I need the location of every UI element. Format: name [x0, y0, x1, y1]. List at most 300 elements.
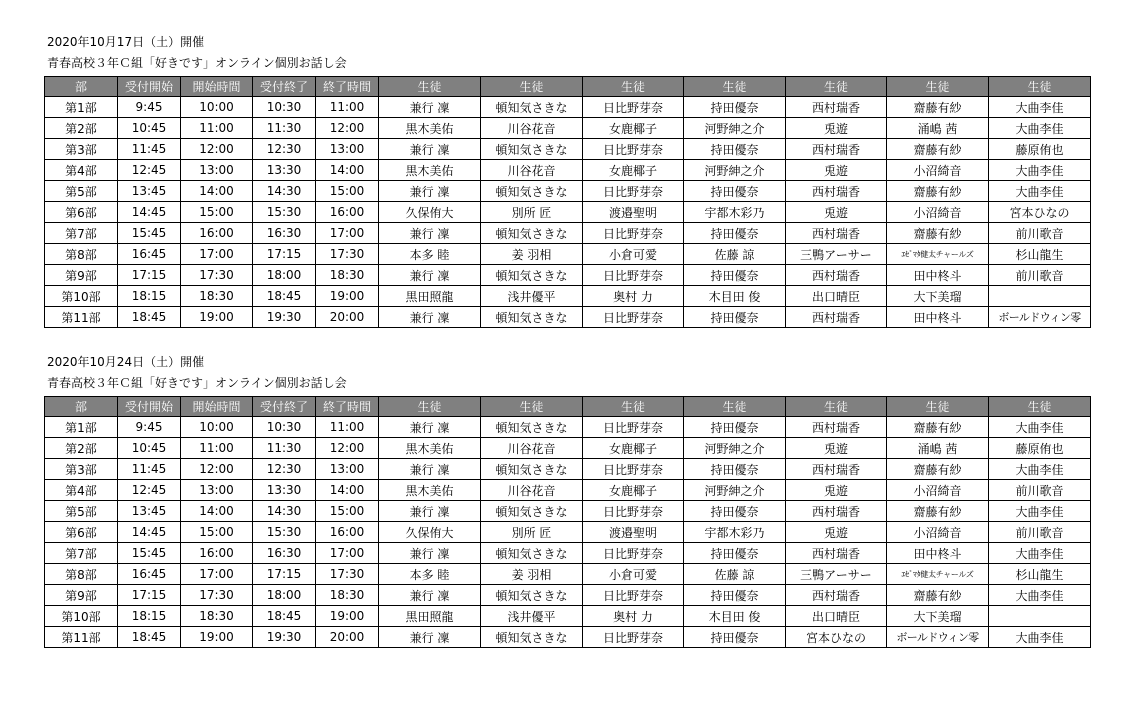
cell-student: 大曲李佳	[989, 501, 1091, 522]
cell-student: 小沼綺音	[887, 202, 989, 223]
cell-reception-end: 19:30	[253, 627, 316, 648]
cell-student: 本多 睦	[379, 564, 481, 585]
cell-student: 兼行 凜	[379, 585, 481, 606]
cell-end-time: 13:00	[316, 139, 379, 160]
cell-student: 黒木美佑	[379, 480, 481, 501]
cell-student: 持田優奈	[684, 181, 786, 202]
cell-student: 河野紳之介	[684, 480, 786, 501]
table-row	[45, 459, 1091, 480]
table-row	[45, 627, 1091, 648]
cell-end-time: 13:00	[316, 459, 379, 480]
cell-student: 齋藤有紗	[887, 585, 989, 606]
cell-student: 頓知気さきな	[481, 181, 583, 202]
cell-student: 頓知気さきな	[481, 585, 583, 606]
cell-reception-start: 14:45	[118, 522, 181, 543]
cell-reception-end: 13:30	[253, 480, 316, 501]
cell-student: 齋藤有紗	[887, 223, 989, 244]
schedule-table	[44, 76, 1091, 328]
cell-student: 佐藤 諒	[684, 564, 786, 585]
cell-start-time: 19:00	[181, 627, 253, 648]
cell-start-time: 16:00	[181, 543, 253, 564]
cell-student: 持田優奈	[684, 501, 786, 522]
column-header-reception-end: 受付終了	[253, 77, 316, 97]
cell-reception-end: 17:15	[253, 244, 316, 265]
column-header-student: 生徒	[887, 397, 989, 417]
cell-start-time: 14:00	[181, 501, 253, 522]
cell-student: 兼行 凜	[379, 307, 481, 328]
event-title: 青春高校３年Ｃ組「好きです」オンライン個別お話し会	[47, 56, 347, 70]
cell-end-time: 20:00	[316, 307, 379, 328]
column-header-student: 生徒	[379, 397, 481, 417]
cell-reception-end: 19:30	[253, 307, 316, 328]
column-header-student: 生徒	[481, 397, 583, 417]
cell-part: 第5部	[45, 181, 118, 202]
cell-end-time: 14:00	[316, 480, 379, 501]
cell-student: ｴｾﾞﾏﾀ健太チャールズ	[887, 244, 989, 265]
cell-student: 佐藤 諒	[684, 244, 786, 265]
cell-student: 宮本ひなの	[786, 627, 887, 648]
cell-reception-end: 13:30	[253, 160, 316, 181]
cell-student: 齋藤有紗	[887, 97, 989, 118]
cell-student: 日比野芽奈	[583, 417, 684, 438]
cell-student: 頓知気さきな	[481, 417, 583, 438]
schedule-table	[44, 396, 1091, 648]
table-row	[45, 160, 1091, 181]
cell-student: 日比野芽奈	[583, 307, 684, 328]
cell-student: 川谷花音	[481, 118, 583, 139]
table-row	[45, 501, 1091, 522]
cell-student: 持田優奈	[684, 307, 786, 328]
cell-student: 日比野芽奈	[583, 459, 684, 480]
cell-student: 涌嶋 茜	[887, 438, 989, 459]
cell-part: 第1部	[45, 417, 118, 438]
column-header-student: 生徒	[989, 397, 1091, 417]
cell-part: 第8部	[45, 244, 118, 265]
cell-reception-start: 18:45	[118, 627, 181, 648]
table-row	[45, 543, 1091, 564]
cell-student: 頓知気さきな	[481, 97, 583, 118]
cell-student: 渡邉聖明	[583, 202, 684, 223]
cell-start-time: 17:00	[181, 564, 253, 585]
cell-student: 川谷花音	[481, 438, 583, 459]
cell-student: 西村瑞香	[786, 223, 887, 244]
cell-student: 大曲李佳	[989, 627, 1091, 648]
column-header-student: 生徒	[583, 397, 684, 417]
column-header-end-time: 終了時間	[316, 77, 379, 97]
cell-start-time: 11:00	[181, 118, 253, 139]
header-row	[45, 77, 1091, 97]
cell-student: 頓知気さきな	[481, 265, 583, 286]
cell-student: 持田優奈	[684, 585, 786, 606]
cell-part: 第9部	[45, 265, 118, 286]
column-header-student: 生徒	[989, 77, 1091, 97]
cell-student: ボールドウィン零	[887, 627, 989, 648]
table-row	[45, 480, 1091, 501]
cell-reception-end: 10:30	[253, 97, 316, 118]
cell-student: 頓知気さきな	[481, 459, 583, 480]
table-row	[45, 417, 1091, 438]
cell-reception-end: 10:30	[253, 417, 316, 438]
event-date: 2020年10月24日（土）開催	[47, 355, 205, 369]
cell-reception-end: 12:30	[253, 459, 316, 480]
cell-start-time: 14:00	[181, 181, 253, 202]
cell-student: 頓知気さきな	[481, 223, 583, 244]
cell-end-time: 11:00	[316, 417, 379, 438]
cell-student: 兼行 凜	[379, 181, 481, 202]
cell-student: 黒木美佑	[379, 160, 481, 181]
cell-student: 日比野芽奈	[583, 97, 684, 118]
cell-student: 本多 睦	[379, 244, 481, 265]
cell-end-time: 18:30	[316, 585, 379, 606]
cell-student: 大曲李佳	[989, 459, 1091, 480]
cell-reception-end: 18:45	[253, 286, 316, 307]
table-row	[45, 307, 1091, 328]
cell-reception-start: 17:15	[118, 585, 181, 606]
cell-part: 第6部	[45, 202, 118, 223]
cell-student	[989, 606, 1091, 627]
table-row	[45, 202, 1091, 223]
cell-student: 日比野芽奈	[583, 501, 684, 522]
cell-student: 兼行 凜	[379, 223, 481, 244]
cell-student: 兎遊	[786, 438, 887, 459]
cell-student: 黒田照龍	[379, 286, 481, 307]
cell-reception-end: 11:30	[253, 438, 316, 459]
column-header-student: 生徒	[786, 397, 887, 417]
event-date: 2020年10月17日（土）開催	[47, 35, 205, 49]
cell-student: 持田優奈	[684, 459, 786, 480]
column-header-part: 部	[45, 397, 118, 417]
table-row	[45, 522, 1091, 543]
cell-end-time: 17:30	[316, 564, 379, 585]
column-header-end-time: 終了時間	[316, 397, 379, 417]
cell-student: 兼行 凜	[379, 501, 481, 522]
cell-end-time: 18:30	[316, 265, 379, 286]
column-header-reception-start: 受付開始	[118, 397, 181, 417]
table-row	[45, 118, 1091, 139]
cell-reception-start: 12:45	[118, 160, 181, 181]
cell-reception-start: 15:45	[118, 223, 181, 244]
cell-student: 姜 羽相	[481, 564, 583, 585]
cell-student: 齋藤有紗	[887, 501, 989, 522]
cell-start-time: 13:00	[181, 480, 253, 501]
cell-student: 川谷花音	[481, 160, 583, 181]
cell-student: 三鴨アーサー	[786, 564, 887, 585]
cell-student: 日比野芽奈	[583, 265, 684, 286]
cell-student: 久保侑大	[379, 522, 481, 543]
cell-student: 小沼綺音	[887, 522, 989, 543]
cell-reception-end: 16:30	[253, 223, 316, 244]
cell-student: 前川歌音	[989, 223, 1091, 244]
cell-start-time: 17:00	[181, 244, 253, 265]
cell-part: 第10部	[45, 606, 118, 627]
cell-student: 川谷花音	[481, 480, 583, 501]
cell-student: 大下美瑠	[887, 606, 989, 627]
cell-student: 杉山龍生	[989, 244, 1091, 265]
cell-student: 西村瑞香	[786, 181, 887, 202]
cell-student: 姜 羽相	[481, 244, 583, 265]
cell-student: 前川歌音	[989, 480, 1091, 501]
cell-part: 第11部	[45, 627, 118, 648]
cell-student: ボールドウィン零	[989, 307, 1091, 328]
cell-start-time: 18:30	[181, 606, 253, 627]
cell-reception-start: 18:15	[118, 286, 181, 307]
cell-student: 前川歌音	[989, 265, 1091, 286]
cell-part: 第1部	[45, 97, 118, 118]
cell-student: 兼行 凜	[379, 543, 481, 564]
column-header-student: 生徒	[583, 77, 684, 97]
cell-start-time: 16:00	[181, 223, 253, 244]
cell-reception-end: 17:15	[253, 564, 316, 585]
cell-student: 齋藤有紗	[887, 181, 989, 202]
cell-end-time: 15:00	[316, 501, 379, 522]
cell-start-time: 11:00	[181, 438, 253, 459]
cell-student: 黒木美佑	[379, 438, 481, 459]
cell-reception-start: 9:45	[118, 97, 181, 118]
cell-start-time: 15:00	[181, 522, 253, 543]
cell-student: 兎遊	[786, 480, 887, 501]
cell-part: 第10部	[45, 286, 118, 307]
cell-start-time: 17:30	[181, 585, 253, 606]
cell-end-time: 17:00	[316, 223, 379, 244]
cell-student: 黒木美佑	[379, 118, 481, 139]
cell-student: 大曲李佳	[989, 181, 1091, 202]
cell-student: 持田優奈	[684, 627, 786, 648]
column-header-student: 生徒	[786, 77, 887, 97]
cell-part: 第4部	[45, 160, 118, 181]
cell-student: 宮本ひなの	[989, 202, 1091, 223]
table-row	[45, 564, 1091, 585]
cell-student: 前川歌音	[989, 522, 1091, 543]
cell-student: 頓知気さきな	[481, 627, 583, 648]
column-header-part: 部	[45, 77, 118, 97]
cell-reception-end: 11:30	[253, 118, 316, 139]
cell-student: 持田優奈	[684, 223, 786, 244]
column-header-student: 生徒	[481, 77, 583, 97]
table-row	[45, 97, 1091, 118]
cell-student: 西村瑞香	[786, 307, 887, 328]
cell-student: 河野紳之介	[684, 438, 786, 459]
cell-reception-start: 14:45	[118, 202, 181, 223]
cell-end-time: 12:00	[316, 118, 379, 139]
cell-student: 女鹿椰子	[583, 118, 684, 139]
cell-start-time: 12:00	[181, 139, 253, 160]
cell-student: 大曲李佳	[989, 97, 1091, 118]
cell-reception-start: 10:45	[118, 438, 181, 459]
header-row	[45, 397, 1091, 417]
cell-start-time: 13:00	[181, 160, 253, 181]
cell-student: 小沼綺音	[887, 160, 989, 181]
column-header-student: 生徒	[887, 77, 989, 97]
cell-student: 日比野芽奈	[583, 627, 684, 648]
cell-student: 小倉可愛	[583, 564, 684, 585]
cell-student: 大曲李佳	[989, 160, 1091, 181]
cell-part: 第7部	[45, 223, 118, 244]
cell-student: 兼行 凜	[379, 97, 481, 118]
cell-student: 浅井優平	[481, 606, 583, 627]
cell-reception-end: 15:30	[253, 202, 316, 223]
cell-reception-start: 17:15	[118, 265, 181, 286]
cell-reception-end: 16:30	[253, 543, 316, 564]
table-row	[45, 244, 1091, 265]
cell-part: 第2部	[45, 118, 118, 139]
cell-student: 日比野芽奈	[583, 585, 684, 606]
cell-student: 河野紳之介	[684, 160, 786, 181]
cell-student: 兼行 凜	[379, 417, 481, 438]
cell-reception-end: 18:45	[253, 606, 316, 627]
table-row	[45, 265, 1091, 286]
cell-student: 別所 匠	[481, 202, 583, 223]
cell-student: 大曲李佳	[989, 417, 1091, 438]
cell-start-time: 10:00	[181, 97, 253, 118]
cell-end-time: 15:00	[316, 181, 379, 202]
cell-student: 女鹿椰子	[583, 160, 684, 181]
cell-student: 日比野芽奈	[583, 181, 684, 202]
cell-student: 西村瑞香	[786, 459, 887, 480]
table-row	[45, 139, 1091, 160]
cell-student: 杉山龍生	[989, 564, 1091, 585]
cell-part: 第3部	[45, 139, 118, 160]
cell-student: 持田優奈	[684, 265, 786, 286]
column-header-start-time: 開始時間	[181, 397, 253, 417]
cell-reception-start: 11:45	[118, 459, 181, 480]
cell-part: 第6部	[45, 522, 118, 543]
cell-part: 第3部	[45, 459, 118, 480]
cell-part: 第4部	[45, 480, 118, 501]
cell-end-time: 19:00	[316, 606, 379, 627]
cell-student: 渡邉聖明	[583, 522, 684, 543]
cell-reception-start: 9:45	[118, 417, 181, 438]
column-header-student: 生徒	[684, 397, 786, 417]
cell-student: 兼行 凜	[379, 139, 481, 160]
cell-end-time: 17:00	[316, 543, 379, 564]
cell-reception-start: 16:45	[118, 564, 181, 585]
cell-end-time: 14:00	[316, 160, 379, 181]
cell-student: 小沼綺音	[887, 480, 989, 501]
cell-student: 女鹿椰子	[583, 480, 684, 501]
cell-student: 奥村 力	[583, 606, 684, 627]
table-row	[45, 438, 1091, 459]
cell-start-time: 15:00	[181, 202, 253, 223]
cell-part: 第5部	[45, 501, 118, 522]
cell-reception-end: 12:30	[253, 139, 316, 160]
cell-student: 日比野芽奈	[583, 223, 684, 244]
cell-student: 日比野芽奈	[583, 543, 684, 564]
cell-student: 兎遊	[786, 202, 887, 223]
cell-student: 木目田 俊	[684, 286, 786, 307]
cell-reception-end: 15:30	[253, 522, 316, 543]
cell-student: 田中柊斗	[887, 307, 989, 328]
cell-start-time: 10:00	[181, 417, 253, 438]
cell-student: 兼行 凜	[379, 627, 481, 648]
cell-reception-start: 18:45	[118, 307, 181, 328]
cell-student: 兎遊	[786, 118, 887, 139]
cell-student: 宇都木彩乃	[684, 202, 786, 223]
cell-student: 大曲李佳	[989, 585, 1091, 606]
table-row	[45, 181, 1091, 202]
cell-start-time: 12:00	[181, 459, 253, 480]
cell-student: 藤原侑也	[989, 438, 1091, 459]
cell-student: 大下美瑠	[887, 286, 989, 307]
cell-end-time: 17:30	[316, 244, 379, 265]
cell-end-time: 19:00	[316, 286, 379, 307]
cell-student: 木目田 俊	[684, 606, 786, 627]
cell-student: 大曲李佳	[989, 543, 1091, 564]
cell-student: 齋藤有紗	[887, 139, 989, 160]
column-header-student: 生徒	[379, 77, 481, 97]
cell-student: 持田優奈	[684, 417, 786, 438]
cell-student: 三鴨アーサー	[786, 244, 887, 265]
cell-student: 浅井優平	[481, 286, 583, 307]
cell-end-time: 20:00	[316, 627, 379, 648]
cell-end-time: 16:00	[316, 202, 379, 223]
column-header-reception-end: 受付終了	[253, 397, 316, 417]
cell-reception-start: 10:45	[118, 118, 181, 139]
cell-student: 頓知気さきな	[481, 543, 583, 564]
cell-student: 西村瑞香	[786, 139, 887, 160]
cell-student: 持田優奈	[684, 543, 786, 564]
cell-student: 田中柊斗	[887, 543, 989, 564]
cell-student: 久保侑大	[379, 202, 481, 223]
cell-student: 頓知気さきな	[481, 501, 583, 522]
table-row	[45, 606, 1091, 627]
cell-student: 出口晴臣	[786, 286, 887, 307]
cell-end-time: 12:00	[316, 438, 379, 459]
cell-student	[989, 286, 1091, 307]
cell-reception-start: 12:45	[118, 480, 181, 501]
cell-student: 河野紳之介	[684, 118, 786, 139]
cell-student: 西村瑞香	[786, 265, 887, 286]
cell-start-time: 18:30	[181, 286, 253, 307]
cell-student: 涌嶋 茜	[887, 118, 989, 139]
cell-student: 黒田照龍	[379, 606, 481, 627]
cell-reception-start: 16:45	[118, 244, 181, 265]
cell-student: 齋藤有紗	[887, 417, 989, 438]
cell-student: 兎遊	[786, 522, 887, 543]
cell-student: 持田優奈	[684, 139, 786, 160]
cell-reception-end: 18:00	[253, 265, 316, 286]
cell-student: 宇都木彩乃	[684, 522, 786, 543]
cell-student: 藤原侑也	[989, 139, 1091, 160]
cell-student: 頓知気さきな	[481, 307, 583, 328]
cell-end-time: 16:00	[316, 522, 379, 543]
event-title: 青春高校３年Ｃ組「好きです」オンライン個別お話し会	[47, 376, 347, 390]
cell-student: 西村瑞香	[786, 543, 887, 564]
cell-reception-start: 11:45	[118, 139, 181, 160]
cell-student: 西村瑞香	[786, 585, 887, 606]
cell-student: 出口晴臣	[786, 606, 887, 627]
cell-part: 第11部	[45, 307, 118, 328]
cell-part: 第7部	[45, 543, 118, 564]
cell-student: ｴｾﾞﾏﾀ健太チャールズ	[887, 564, 989, 585]
cell-start-time: 17:30	[181, 265, 253, 286]
cell-student: 西村瑞香	[786, 501, 887, 522]
cell-student: 兼行 凜	[379, 459, 481, 480]
cell-student: 別所 匠	[481, 522, 583, 543]
cell-reception-end: 14:30	[253, 501, 316, 522]
cell-reception-start: 13:45	[118, 501, 181, 522]
column-header-reception-start: 受付開始	[118, 77, 181, 97]
cell-student: 西村瑞香	[786, 97, 887, 118]
cell-part: 第8部	[45, 564, 118, 585]
cell-student: 兼行 凜	[379, 265, 481, 286]
cell-student: 奥村 力	[583, 286, 684, 307]
cell-student: 田中柊斗	[887, 265, 989, 286]
cell-start-time: 19:00	[181, 307, 253, 328]
cell-part: 第2部	[45, 438, 118, 459]
cell-reception-end: 14:30	[253, 181, 316, 202]
cell-student: 小倉可愛	[583, 244, 684, 265]
cell-student: 頓知気さきな	[481, 139, 583, 160]
